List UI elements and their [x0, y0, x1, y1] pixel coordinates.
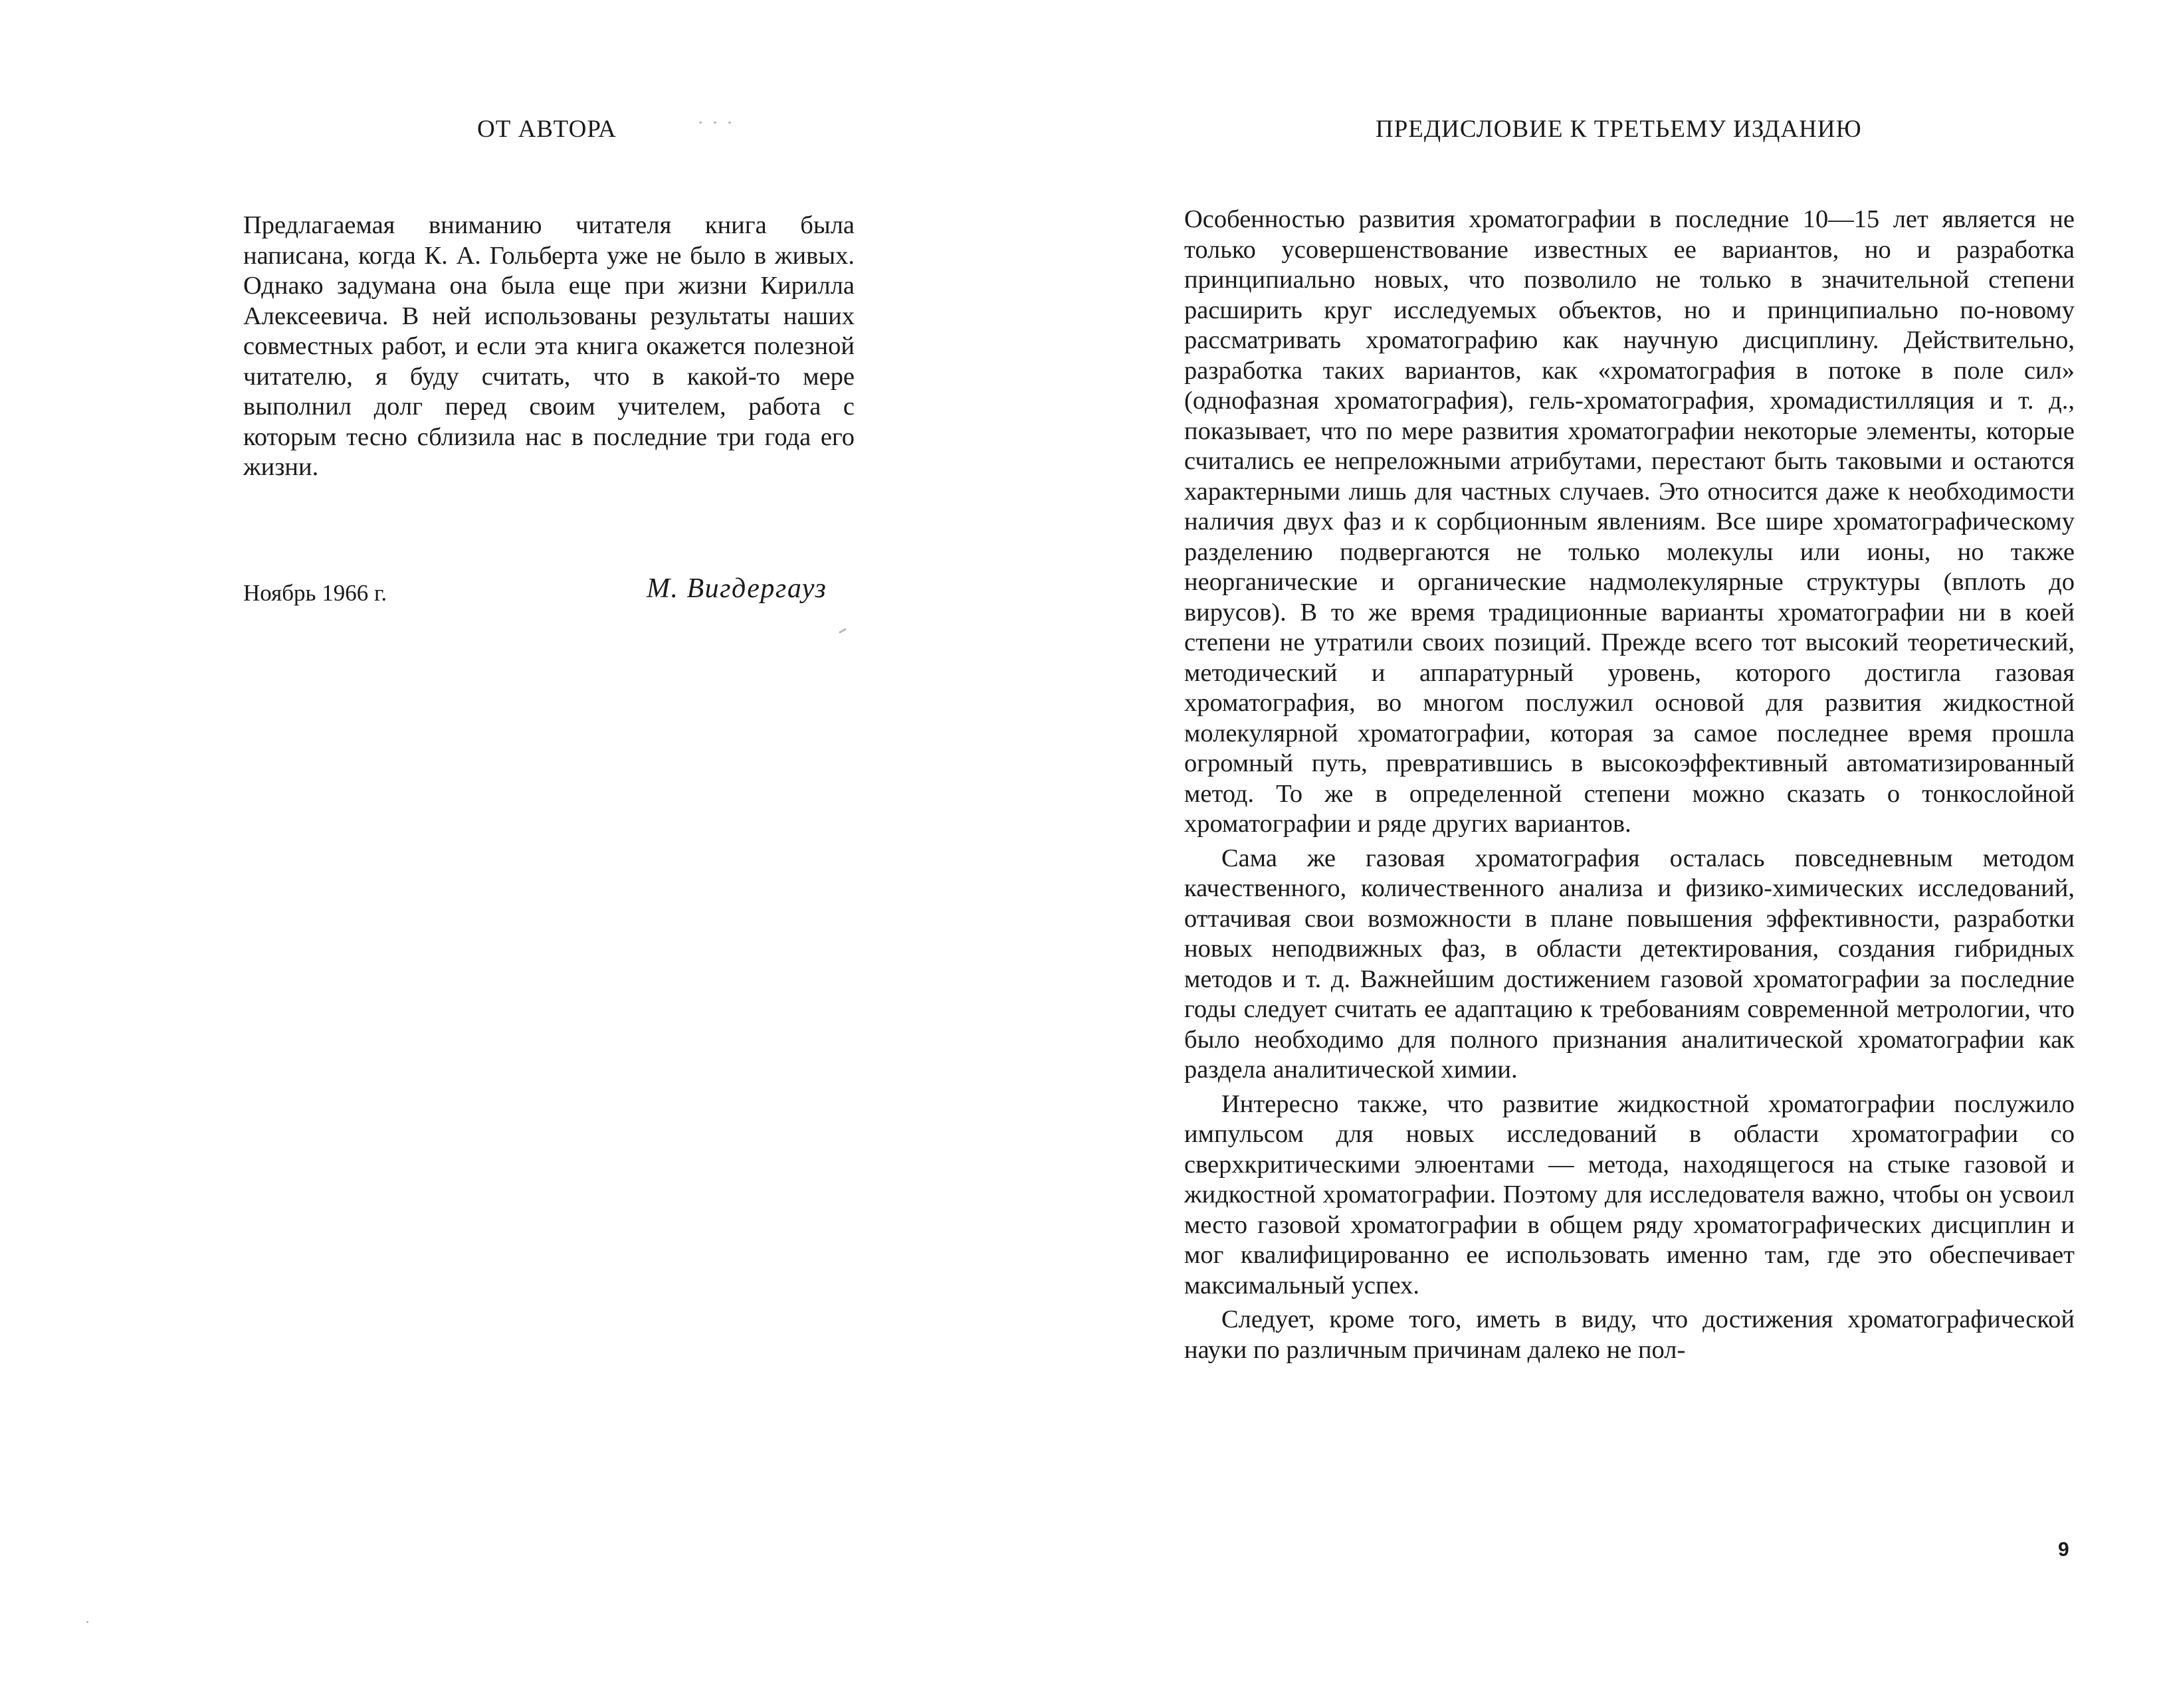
- right-page-heading: ПРЕДИСЛОВИЕ К ТРЕТЬЕМУ ИЗДАНИЮ: [1376, 116, 1862, 143]
- scan-speck: [714, 122, 716, 124]
- preface-paragraph-1: Особенностью развития хроматографии в последние 10—15 лет является не только усовершенствование известных ее вариантов, но и разработка принципиально новых, что позволило не только в значительной степени расширить круг исследуемых объектов, но и принципиально по-новому рассматривать хроматографию как научную дисциплину. Действительно, разработка таких вариантов, как «хроматография в потоке в поле сил» (однофазная хроматография), гель-хроматография, хромадистилляция и т. д., показывает, что по мере развития хроматографии некоторые элементы, которые считались ее непреложными атрибутами, перестают быть таковыми и остаются характерными лишь для частных случаев. Это относится даже к необходимости наличия двух фаз и к сорбционным явлениям. Все шире хроматографическому разделению подвергаются не только молекулы или ионы, но также неорганические и органические надмолекулярные структуры (вплоть до вирусов). В то же время традиционные варианты хроматографии ни в коей степени не утратили своих позиций. Прежде всего тот высокий теоретический, методический и аппаратурный уровень, которого достигла газовая хроматография, во многом послужил основой для развития жидкостной молекулярной хроматографии, которая за самое последнее время прошла огромный путь, превратившись в высокоэффективный автоматизированный метод. То же в определенной степени можно сказать о тонкослойной хроматографии и ряде других вариантов.: [1184, 205, 2075, 838]
- scan-speck: [699, 122, 702, 124]
- scan-speck: [86, 1621, 88, 1623]
- author-note-date: Ноябрь 1966 г.: [243, 580, 387, 606]
- author-note-body: [243, 211, 855, 483]
- scan-speck: [728, 122, 731, 124]
- preface-paragraph-3: Интересно также, что развитие жидкостной хроматографии послужило импульсом для новых исследований в области хроматографии со сверхкритическими элюентами — метода, находящегося на стыке газовой и жидкостной хроматографии. Поэтому для исследователя важно, чтобы он усвоил место газовой хроматографии в общем ряду хроматографических дисциплин и мог квалифицированно ее использовать именно там, где это обеспечивает максимальный успех.: [1184, 1090, 2075, 1299]
- preface-body: [1184, 205, 2075, 1365]
- preface-paragraph-4: Следует, кроме того, иметь в виду, что достижения хроматографической науки по различным причинам далеко не пол-: [1184, 1305, 2075, 1364]
- author-note-paragraph: Предлагаемая вниманию читателя книга была написана, когда К. А. Гольберта уже не было в живых. Однако задумана она была еще при жизни Кирилла Алексеевича. В ней использованы результаты наших совместных работ, и если эта книга окажется полезной читателю, я буду считать, что в какой-то мере выполнил долг перед своим учителем, работа с которым тесно сблизила нас в последние три года его жизни.: [243, 211, 855, 481]
- preface-paragraph-2: Сама же газовая хроматография осталась повседневным методом качественного, количественного анализа и физико-химических исследований, оттачивая свои возможности в плане повышения эффективности, разработки новых неподвижных фаз, в области детектирования, создания гибридных методов и т. д. Важнейшим достижением газовой хроматографии за последние годы следует считать ее адаптацию к требованиям современной метрологии, что было необходимо для полного признания аналитической хроматографии как раздела аналитической химии.: [1184, 844, 2075, 1084]
- left-page-heading: ОТ АВТОРА: [477, 116, 617, 143]
- page-number: 9: [2058, 1539, 2069, 1561]
- right-page: [1082, 0, 2165, 1708]
- author-signature: М. Вигдергауз: [647, 573, 827, 604]
- left-page: [0, 0, 1082, 1708]
